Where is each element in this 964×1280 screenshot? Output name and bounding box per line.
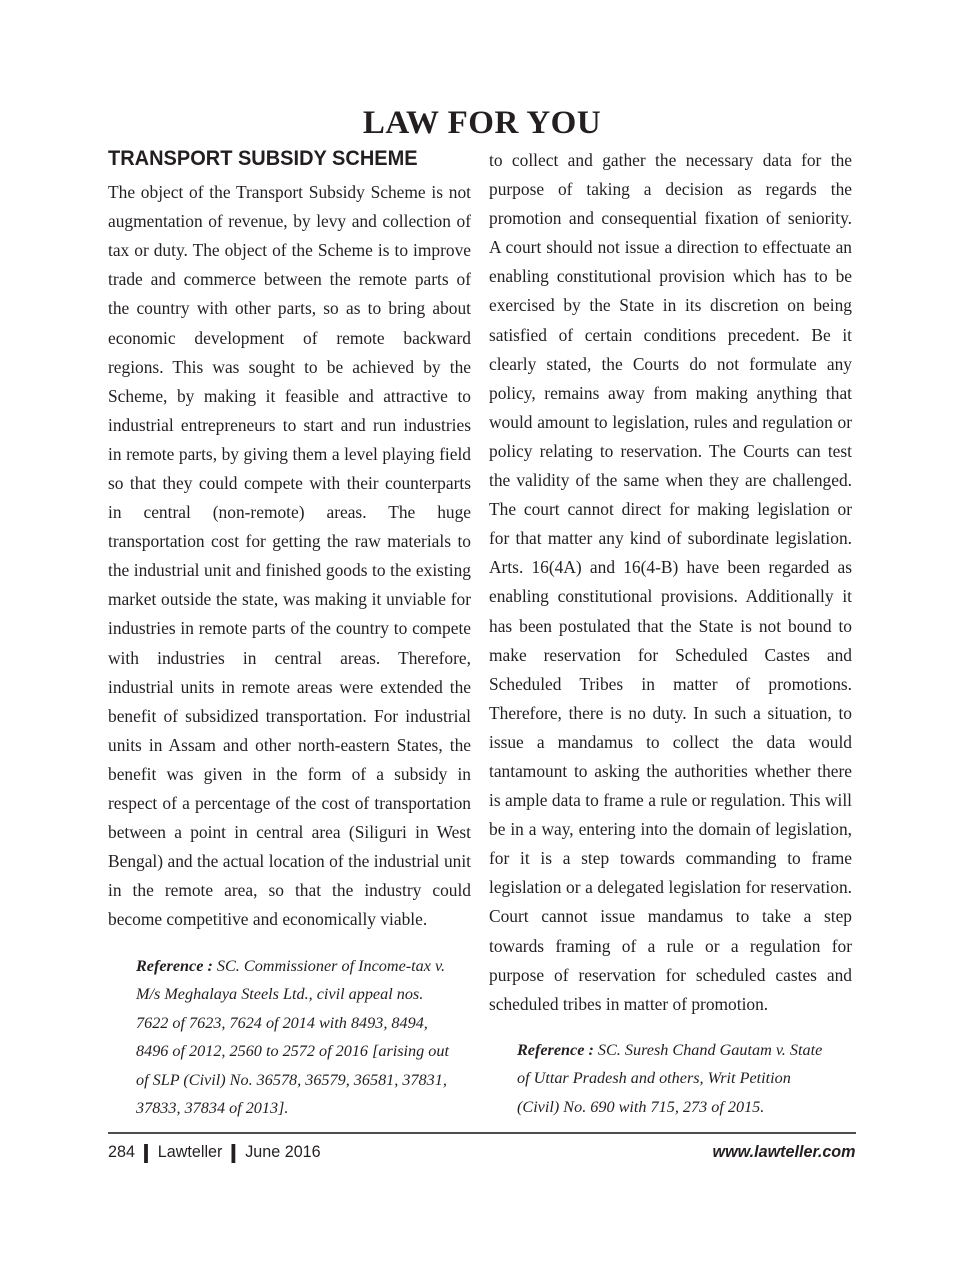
masthead [108, 106, 856, 141]
footer-divider [108, 1132, 856, 1134]
reference-block-judicial [517, 1036, 837, 1122]
footer-separator-bar [144, 1144, 148, 1163]
footer-page-number: 284 [108, 1142, 135, 1161]
section-heading-transport-subsidy-scheme: TRANSPORT SUBSIDY SCHEME [108, 146, 418, 170]
reference-citation: SC. Commissioner of Income-tax v. M/s Meghalaya Steels Ltd., civil appeal nos. 7622 of 7623, 7624 of 2014 with 8493, 8494, 8496 of 2012, 2560 to 2572 of 2016 [arising out of SLP (Civil) No. 36578, 36579, 36581, 37831, 37833, 37834 of 2013]. [136, 956, 449, 1118]
paragraph-continued-court-cannot-direct: to collect and gather the necessary data for the purpose of taking a decision as regards the promotion and consequential fixation of seniority. A court should not issue a direction to effectuate an enabling constitutional provision which has to be exercised by the State in its discretion on being satisfied of certain conditions precedent. Be it clearly stated, the Courts do not formulate any policy, remains away from making anything that would amount to legislation, rules and regulation or policy relating to reservation. The Courts can test the validity of the same when they are challenged. The court cannot direct for making legislation or for that matter any kind of subordinate legislation. Arts. 16(4A) and 16(4-B) have been regarded as enabling constitutional provisions. Additionally it has been postulated that the State is not bound to make reservation for Scheduled Castes and Scheduled Tribes in matter of promotions. Therefore, there is no duty. In such a situation, to issue a mandamus to collect the data would tantamount to asking the authorities whether there is ample data to frame a rule or regulation. This will be in a way, entering into the domain of legislation, for it is a step towards commanding to frame legislation or a delegated legislation for reservation. Court cannot issue mandamus to take a step towards framing of a rule or a regulation for purpose of reservation for scheduled castes and scheduled tribes in matter of promotion. [489, 150, 852, 1014]
right-column [489, 146, 852, 1131]
footer-left-group [108, 1142, 321, 1162]
footer-publication-name: Lawteller [157, 1142, 223, 1161]
reference-block-transport-subsidy [136, 952, 456, 1123]
two-column-body [108, 146, 856, 1131]
page-title: LAW FOR YOU [362, 105, 602, 141]
reference-label: Reference : [136, 956, 213, 975]
reference-citation: SC. Suresh Chand Gautam v. State of Uttar Pradesh and others, Writ Petition (Civil) No. 690 with 715, 273 of 2015. [517, 1040, 823, 1116]
left-column [108, 146, 471, 1131]
page-footer [108, 1140, 856, 1174]
footer-issue-date: June 2016 [245, 1142, 321, 1161]
footer-website-url: www.lawteller.com [712, 1142, 856, 1161]
paragraph-transport-subsidy-scheme: The object of the Transport Subsidy Scheme is not augmentation of revenue, by levy and collection of tax or duty. The object of the Scheme is to improve trade and commerce between the remote parts of the country with other parts, so as to bring about economic development of remote backward regions. This was sought to be achieved by the Scheme, by making it feasible and attractive to industrial entrepreneurs to start and run industries in remote parts, by giving them a level playing field so that they could compete with their counterparts in central (non-remote) areas. The huge transportation cost for getting the raw materials to the industrial unit and finished goods to the existing market outside the state, was making it unviable for industries in remote parts of the country to compete with industries in central areas. Therefore, industrial units in remote areas were extended the benefit of subsidized transportation. For industrial units in Assam and other north-eastern States, the benefit was given in the form of a subsidy in respect of a percentage of the cost of transportation between a point in central area (Siliguri in West Bengal) and the actual location of the industrial unit in the remote area, so that the industry could become competitive and economically viable. [108, 182, 471, 930]
footer-separator-bar [232, 1144, 236, 1163]
reference-label: Reference : [517, 1040, 594, 1059]
